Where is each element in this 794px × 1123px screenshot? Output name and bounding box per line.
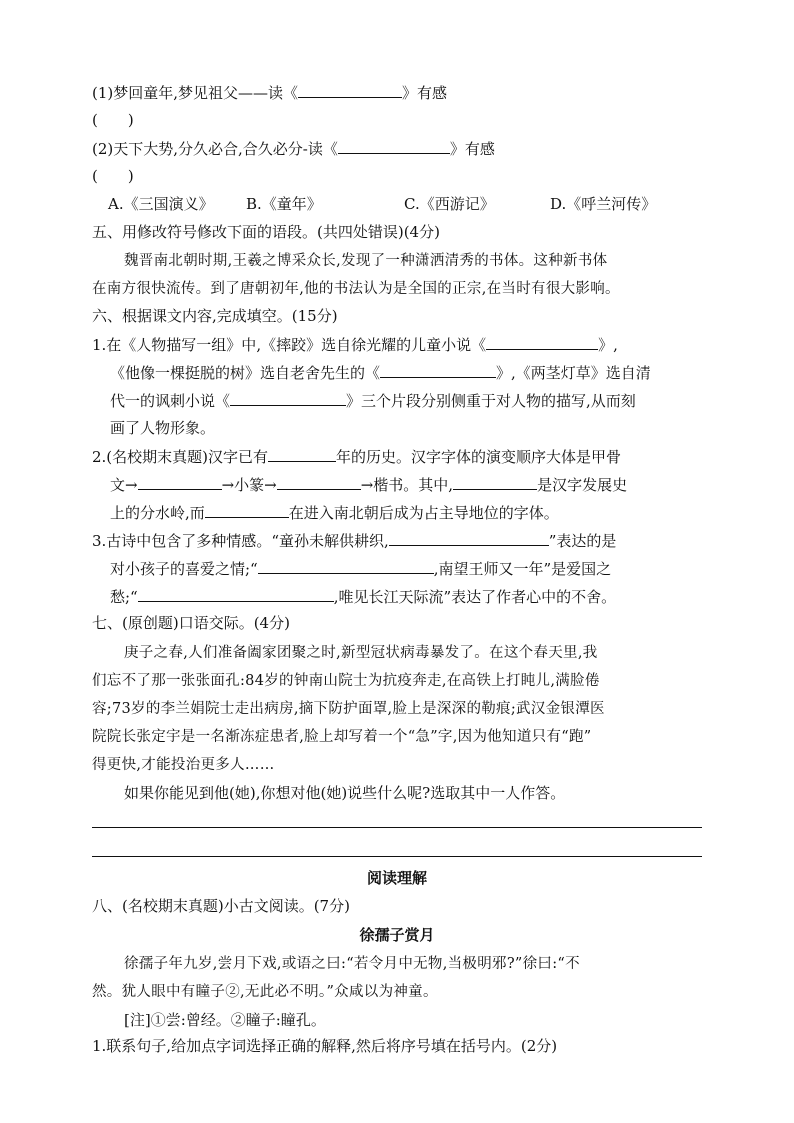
answer-blank[interactable] <box>380 362 496 378</box>
option-d: D.《呼兰河传》 <box>550 195 657 213</box>
sec6-q3-line2: 对小孩子的喜爱之情;“ ,南望王师又一年”是爱国之 <box>110 560 612 578</box>
story-title: 徐孺子赏月 <box>359 926 435 944</box>
sec8-title: 八、(名校期末真题)小古文阅读。(7分) <box>92 897 350 915</box>
sec4-q2 <box>92 138 495 159</box>
answer-blank[interactable] <box>453 474 537 490</box>
answer-paren[interactable]: ( ) <box>92 111 134 129</box>
sec4-q2-text: (2)天下大势,分久必合,合久必分-读《 <box>92 140 338 158</box>
sec6-q1-line1: 1.在《人物描写一组》中,《摔跤》选自徐光耀的儿童小说《 》, <box>92 336 618 354</box>
answer-blank[interactable] <box>298 82 402 98</box>
option-a: A.《三国演义》 <box>108 195 214 213</box>
answer-blank[interactable] <box>258 558 434 574</box>
sec6-q2-line3: 上的分水岭,而 在进入南北朝后成为占主导地位的字体。 <box>110 504 559 522</box>
answer-blank[interactable] <box>230 390 346 406</box>
sec6-title: 六、根据课文内容,完成填空。(15分) <box>92 307 338 325</box>
option-b: B.《童年》 <box>246 195 322 213</box>
answer-blank[interactable] <box>138 474 222 490</box>
answer-writing-line[interactable] <box>92 827 702 828</box>
answer-blank[interactable] <box>268 446 336 462</box>
sec6-q1-line3: 代一的讽刺小说《 》三个片段分别侧重于对人物的描写,从而刻 <box>110 392 636 410</box>
sec6-q1-line2: 《他像一棵挺脱的树》选自老舍先生的《 》,《两茎灯草》选自清 <box>110 364 651 382</box>
sec5-title: 五、用修改符号修改下面的语段。(共四处错误)(4分) <box>92 223 440 241</box>
sec4-q1-suffix: 》有感 <box>402 84 448 102</box>
sec7-prompt: 如果你能见到他(她),你想对他(她)说些什么呢?选取其中一人作答。 <box>124 784 566 802</box>
answer-blank[interactable] <box>277 474 361 490</box>
sec7-title: 七、(原创题)口语交际。(4分) <box>92 614 290 632</box>
sec7-paragraph-line: 得更快,才能投治更多人…… <box>92 757 275 773</box>
answer-blank[interactable] <box>389 530 549 546</box>
answer-blank[interactable] <box>205 502 289 518</box>
sec7-paragraph-line: 院院长张定宇是一名渐冻症患者,脸上却写着一个“急”字,因为他知道只有“跑” <box>92 729 592 745</box>
sec6-q1-line4: 画了人物形象。 <box>110 419 216 437</box>
sec5-paragraph-line: 在南方很快流传。到了唐朝初年,他的书法认为是全国的正宗,在当时有很大影响。 <box>92 281 620 297</box>
story-note: [注]①尝:曾经。②瞳子:瞳孔。 <box>124 1011 326 1029</box>
sec6-q3-line1: 3.古诗中包含了多种情感。“童孙未解供耕织, ”表达的是 <box>92 532 617 550</box>
sec4-q2-suffix: 》有感 <box>449 140 495 158</box>
sec8-q1: 1.联系句子,给加点字词选择正确的解释,然后将序号填在括号内。(2分) <box>92 1037 558 1055</box>
sec4-q1-text: (1)梦回童年,梦见祖父——读《 <box>92 84 299 102</box>
answer-writing-line[interactable] <box>92 856 702 857</box>
sec5-paragraph-line: 魏晋南北朝时期,王羲之博采众长,发现了一种潇洒清秀的书体。这种新书体 <box>124 253 608 269</box>
sec6-q3-line3: 愁;“ ,唯见长江天际流”表达了作者心中的不舍。 <box>110 588 617 606</box>
sec6-q2-line2: 文→ →小篆→ →楷书。其中, 是汉字发展史 <box>110 476 628 494</box>
story-paragraph-line: 徐孺子年九岁,尝月下戏,或语之曰:“若令月中无物,当极明邪?”徐曰:“不 <box>124 956 580 972</box>
section-heading: 阅读理解 <box>366 869 427 887</box>
answer-blank[interactable] <box>338 138 450 154</box>
sec4-q1 <box>92 82 447 103</box>
story-paragraph-line: 然。犹人眼中有瞳子②,无此必不明。”众咸以为神童。 <box>92 984 438 1000</box>
sec6-q2-line1: 2.(名校期末真题)汉字已有 年的历史。汉字字体的演变顺序大体是甲骨 <box>92 448 622 466</box>
answer-paren[interactable]: ( ) <box>92 167 134 185</box>
sec7-paragraph-line: 容;73岁的李兰娟院士走出病房,摘下防护面罩,脸上是深深的勒痕;武汉金银潭医 <box>92 701 605 717</box>
answer-blank[interactable] <box>138 586 334 602</box>
sec7-paragraph-line: 庚子之春,人们准备阖家团聚之时,新型冠状病毒暴发了。在这个春天里,我 <box>124 645 598 661</box>
answer-blank[interactable] <box>486 334 598 350</box>
option-c: C.《西游记》 <box>404 195 495 213</box>
sec7-paragraph-line: 们忘不了那一张张面孔:84岁的钟南山院士为抗疫奔走,在高铁上打盹儿,满脸倦 <box>92 673 600 689</box>
